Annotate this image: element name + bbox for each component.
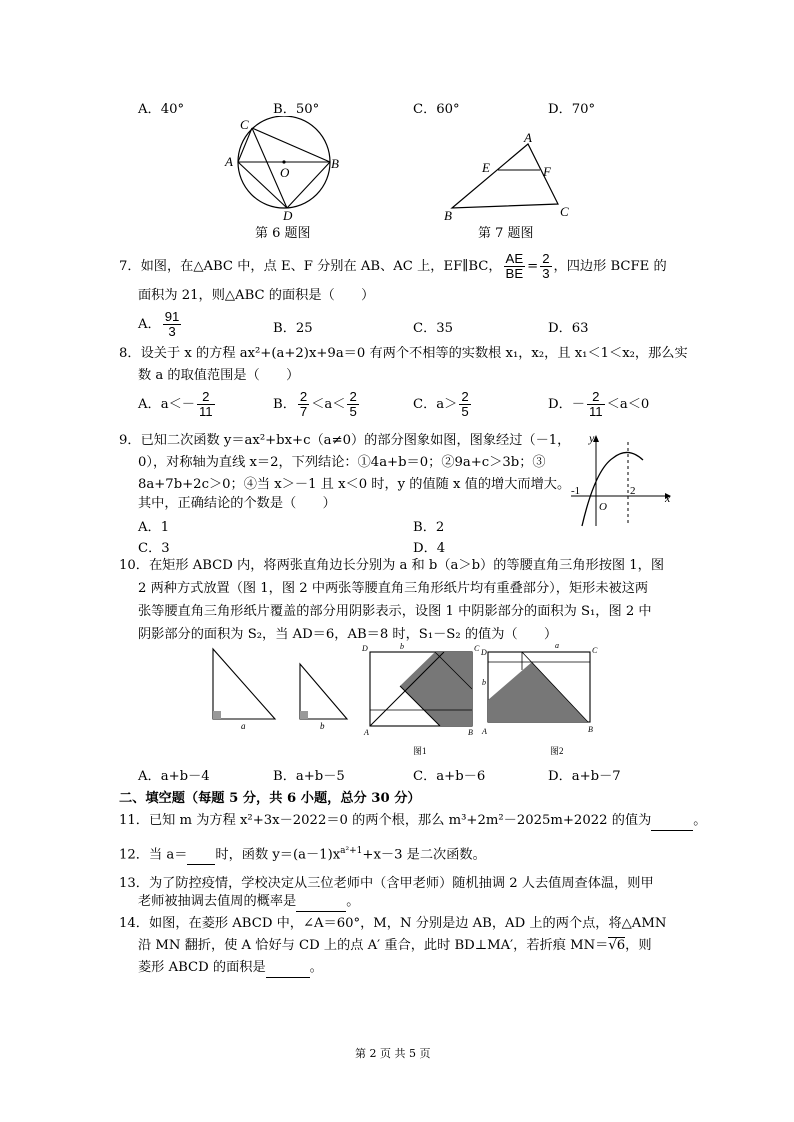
q8-option-d: D．－ $\frac{2}{11}$ ＜a＜0: [548, 389, 650, 419]
q10-fig2-b: B: [588, 725, 593, 734]
q10-fig2-d: D: [481, 648, 487, 657]
q10-line-2: 2 两种方式放置（图 1，图 2 中两张等腰直角三角形纸片均有重叠部分），矩形未被这两: [138, 581, 649, 596]
q8-line-1: 8．设关于 x 的方程 ax²+(a+2)x+9a＝0 有两个不相等的实数根 x₁，x₂，且 x₁＜1＜x₂，那么实: [119, 346, 688, 361]
q10-figure-1: [360, 640, 482, 758]
q6-option-d: D．70°: [548, 102, 596, 117]
q10-option-a: A．a+b－4: [138, 769, 210, 784]
q9-option-c: C．3: [138, 541, 170, 556]
section-2-heading: 二、填空题（每题 5 分，共 6 小题，总分 30 分）: [119, 791, 421, 806]
q6-option-a: A．40°: [138, 102, 185, 117]
q10-fig1-c: C: [474, 644, 480, 653]
q9-graph-origin: O: [599, 501, 607, 513]
q11: 11．已知 m 为方程 x²+3x－2022＝0 的两个根，那么 m³+2m²－2025m+2022 的值为 。: [119, 812, 706, 831]
q8-option-b: B． $\frac{2}{7}$ ＜a＜ $\frac{2}{5}$: [273, 389, 357, 419]
q10-option-d: D．a+b－7: [548, 769, 621, 784]
q10-fig2-c: C: [592, 646, 598, 655]
q13-line-2: 老师被抽调去值周的概率是 。: [138, 893, 359, 912]
q9-graph-x-label: x: [665, 491, 671, 505]
fig6-label-d: D: [283, 208, 293, 223]
q10-triangle-a: [205, 645, 280, 730]
q10-fig1-b: B: [468, 728, 473, 737]
fig7-label-c: C: [560, 204, 569, 219]
q9-line-2: 0），对称轴为直线 x＝2，下列结论：①4a+b＝0；②9a+c＞3b；③: [138, 455, 546, 470]
fig6-label-o: O: [280, 165, 290, 180]
q10-fig2-side-a: a: [555, 641, 559, 650]
q10-fig2-side-b: b: [482, 678, 486, 687]
q9-line-3: 8a+7b+2c＞0；④当 x＞－1 且 x＜0 时，y 的值随 x 值的增大而增大。: [138, 477, 571, 492]
q14-sqrt: √6: [608, 938, 626, 953]
q13-answer-blank[interactable]: [296, 893, 346, 912]
q12-answer-blank[interactable]: [187, 846, 215, 865]
q10-fig1-side-b: b: [400, 642, 404, 651]
fig6-label-c: C: [240, 117, 249, 132]
q14-line-3: 菱形 ABCD 的面积是 。: [138, 959, 323, 978]
fig6-label-a: A: [225, 154, 233, 169]
q10-line-4: 阴影部分的面积为 S₂，当 AD＝6，AB＝8 时，S₁－S₂ 的值为（ ）: [138, 627, 558, 642]
q10-fig1-d: D: [362, 644, 368, 653]
q7-line-2: 面积为 21，则△ABC 的面积是（ ）: [138, 288, 375, 303]
q10-fig2-caption: 图2: [550, 746, 564, 756]
q6-option-c: C．60°: [413, 102, 460, 117]
q12: 12．当 a＝ 时，函数 $y=(a-1)x^{a^2+1}+x-3$ 是二次函数。: [119, 842, 486, 865]
q10-triangle-b: [292, 660, 352, 730]
q7-option-a: A． $\frac{91}{3}$: [138, 309, 180, 339]
q9-line-1: 9．已知二次函数 y＝ax²+bx+c（a≠0）的部分图象如图，图象经过（－1，: [119, 433, 571, 448]
fig7-label-b: B: [444, 208, 452, 222]
q11-answer-blank[interactable]: [651, 812, 693, 831]
fig7-label-e: E: [482, 160, 490, 175]
page-footer: 第 2 页 共 5 页: [355, 1047, 431, 1060]
q10-triangle-b-label: b: [320, 721, 325, 730]
fig7-label-a: A: [524, 130, 532, 145]
q6-option-b: B．50°: [273, 102, 320, 117]
q10-triangle-a-label: a: [241, 721, 246, 730]
q10-line-3: 张等腰直角三角形纸片覆盖的部分用阴影表示，设图 1 中阴影部分的面积为 S₁，图 2 中: [138, 604, 652, 619]
q14-line-2: 沿 MN 翻折，使 A 恰好与 CD 上的点 A′ 重合，此时 BD⊥MA′，若折痕 MN＝√6，则: [138, 938, 652, 953]
q10-figure-2: [480, 640, 602, 758]
q7-option-d: D．63: [548, 321, 589, 336]
q10-fig1-caption: 图1: [413, 746, 427, 756]
q8-line-2: 数 a 的取值范围是（ ）: [138, 368, 300, 383]
figure-6-circle: [222, 116, 348, 224]
figure-7-caption: 第 7 题图: [478, 226, 534, 241]
q9-parabola-graph: [565, 430, 675, 530]
q7-option-c: C．35: [413, 321, 454, 336]
fig7-label-f: F: [543, 164, 551, 179]
q9-line-4: 其中，正确结论的个数是（ ）: [138, 496, 336, 511]
q7-line-1: 7．如图，在△ABC 中，点 E、F 分别在 AB、AC 上，EF∥BC， $\frac{AE}{BE}$ = $\frac{2}{3}$ ，四边形 BCFE 的: [119, 251, 667, 281]
q10-option-b: B．a+b－5: [273, 769, 345, 784]
fig6-label-b: B: [331, 156, 339, 171]
q9-option-a: A．1: [138, 520, 170, 535]
figure-7-triangle: [440, 130, 580, 222]
q13-line-1: 13．为了防控疫情，学校决定从三位老师中（含甲老师）随机抽调 2 人去值周查体温，则甲: [119, 876, 654, 891]
q8-option-a: A．a＜－ $\frac{2}{11}$: [138, 389, 213, 419]
q10-fig1-a: A: [364, 728, 369, 737]
figure-6-caption: 第 6 题图: [255, 226, 311, 241]
q9-option-b: B．2: [413, 520, 445, 535]
q10-option-c: C．a+b－6: [413, 769, 486, 784]
q9-graph-y-label: y: [589, 431, 595, 445]
q9-graph-neg1: -1: [571, 485, 581, 497]
q10-line-1: 10．在矩形 ABCD 内，将两张直角边长分别为 a 和 b（a＞b）的等腰直角三角形按图 1，图: [119, 558, 665, 573]
q14-line-1: 14．如图，在菱形 ABCD 中，∠A＝60°，M，N 分别是边 AB，AD 上的两个点，将△AMN: [119, 916, 667, 931]
q14-answer-blank[interactable]: [266, 959, 310, 978]
q9-option-d: D．4: [413, 541, 446, 556]
q7-option-b: B．25: [273, 321, 313, 336]
q8-option-c: C．a＞ $\frac{2}{5}$: [413, 389, 469, 419]
q9-graph-two: 2: [630, 485, 636, 497]
q10-fig2-a: A: [482, 727, 487, 736]
